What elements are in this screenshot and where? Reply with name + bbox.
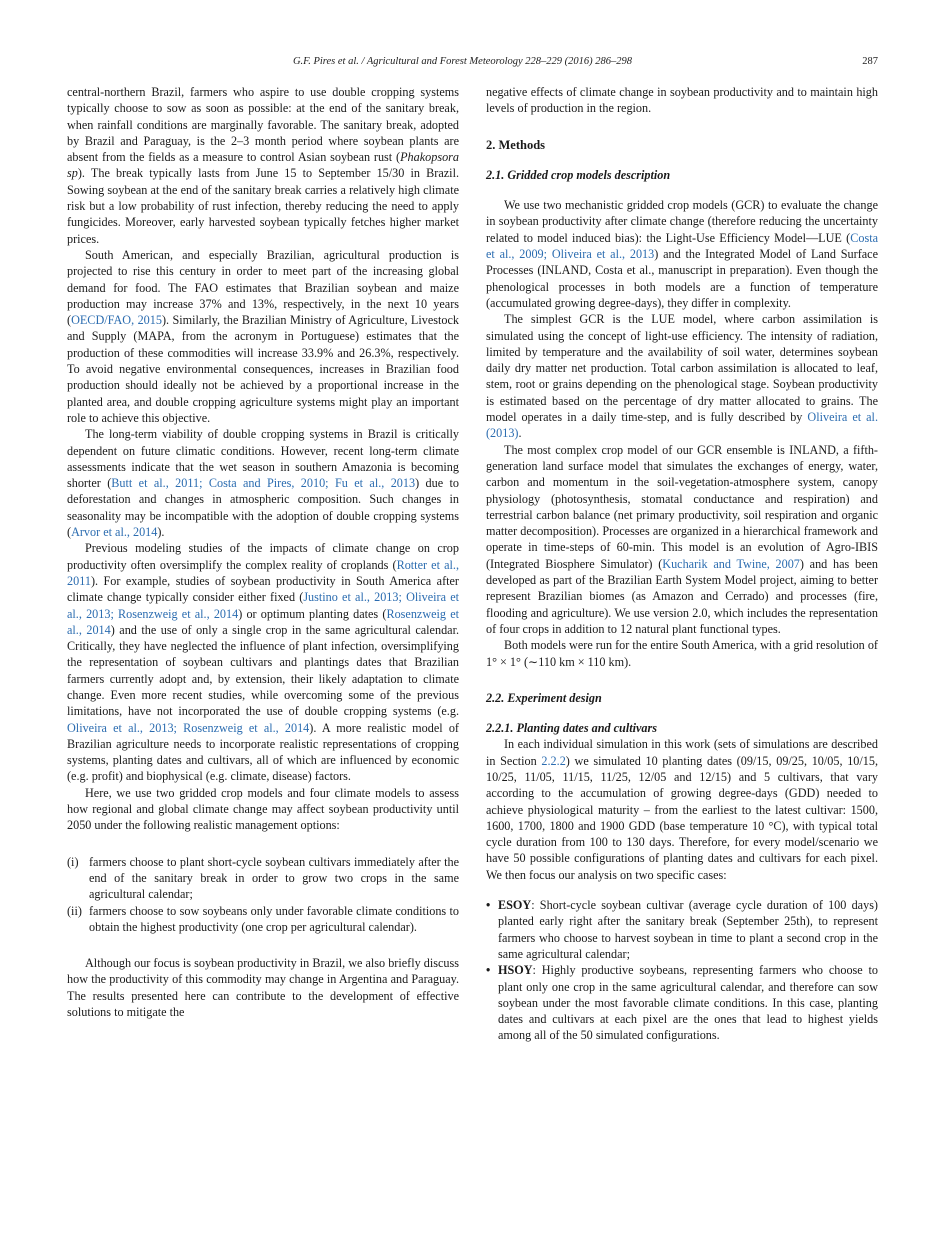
list-item: (i) farmers choose to plant short-cycle soybean cultivars immediately after the end of the sanitary break in order to grow two crops in the same agricultural calendar;	[67, 854, 459, 902]
paragraph: The simplest GCR is the LUE model, where carbon assimilation is simulated using the concept of light-use efficiency. The intensity of radiation, limited by temperature and the availability of soil water, determines soybean daily dry matter net production. Total carbon assimilation is allocated to leaf, stem, root or grains depending on the phenological stage. Soybean productivity is estimated based on the percentage of dry matter allocated to grains. The model operates in a daily time-step, and is fully described by Oliveira et al. (2013).	[486, 312, 878, 441]
citation-link[interactable]: Butt et al., 2011; Costa and Pires, 2010; Fu et al., 2013	[111, 476, 416, 491]
citation-link[interactable]: Justino et al., 2013; Oliveira et al., 2013; Rosenzweig et al., 2014	[67, 590, 459, 621]
paragraph: South American, and especially Brazilian, agricultural production is projected to rise this century in order to meet part of the increasing global demand for food. The FAO estimates that Brazilian soybean and maize production may increase 37% and 13%, respectively, in the next 10 years (OECD/FAO, 2015). Similarly, the Brazilian Ministry of Agriculture, Livestock and Supply (MAPA, from the acronym in Portuguese) estimates that the production of these commodities will increase 33.9% and 26.3%, respectively. To avoid negative environmental consequences, increases in Brazilian food production should ideally not be achieved by a proportional increase in the planted area, and double cropping agriculture systems might play an important role to achieve this objective.	[67, 247, 459, 425]
section-link[interactable]: 2.2.2	[541, 753, 566, 768]
citation-link[interactable]: Arvor et al., 2014	[71, 525, 158, 540]
paragraph: central-northern Brazil, farmers who aspire to use double cropping systems typically choose to sow as soon as possible: at the end of the sanitary break, when rainfall conditions are marginally favorable. The sanitary break, adopted by Brazil and Paraguay, is the 2–3 month period where soybean plants are absent from the fields as a measure to control Asian soybean rust (Phakopsora sp). The break typically lasts from June 15 to September 15/30 in Brazil. Sowing soybean at the end of the sanitary break carries a relatively high climate risk but a low probability of rust infection, thereby reducing the need to apply fungicides. Moreover, early harvested soybean typically fetches higher market prices.	[67, 85, 459, 246]
citation-link[interactable]: Oliveira et al., 2013; Rosenzweig et al., 2014	[67, 720, 310, 735]
citation-link[interactable]: Rotter et al., 2011	[67, 557, 459, 588]
list-item: (ii) farmers choose to sow soybeans only under favorable climate conditions to obtain the highest productivity (one crop per agricultural calendar).	[67, 903, 459, 934]
paragraph: In each individual simulation in this work (sets of simulations are described in Section 2.2.2) we simulated 10 planting dates (09/15, 09/25, 10/05, 10/15, 10/25, 11/05, 11/15, 11/25, 12/05 and 12/15) and 5 cultivars, that vary according to the accumulation of growing degree-days (GDD) needed to achieve physiological maturity – from the earliest to the latest cultivar: 1500, 1600, 1700, 1800 and 1900 GDD (base temperature 10 °C), with typical total cycle duration from 100 to 130 days. Therefore, for every model/scenario we have 50 possible configurations of planting dates and cultivars for each pixel. We then focus our analysis on two specific cases:	[486, 737, 878, 882]
citation-link[interactable]: Oliveira et al. (2013)	[486, 410, 878, 441]
bullet: •	[486, 898, 491, 913]
paragraph: Although our focus is soybean productivity in Brazil, we also briefly discuss how the productivity of this commodity may change in Argentina and Paraguay. The results presented here can contribute to the development of effective solutions to mitigate the	[67, 956, 459, 1020]
bullet: •	[486, 963, 491, 978]
page-number: 287	[862, 56, 878, 67]
paragraph: Here, we use two gridded crop models and four climate models to assess how regional and global climate change may affect soybean productivity until 2050 under the following realistic management options:	[67, 785, 459, 833]
left-column	[67, 84, 459, 1020]
paragraph: The long-term viability of double cropping systems in Brazil is critically dependent on future climatic conditions. However, recent long-term climate assessments indicate that the wet season in southern Amazonia is becoming shorter (Butt et al., 2011; Costa and Pires, 2010; Fu et al., 2013) due to deforestation and changes in atmospheric composition. Such changes in seasonality may be incompatible with the adoption of double cropping systems (Arvor et al., 2014).	[67, 427, 459, 540]
citation-link[interactable]: OECD/FAO, 2015	[71, 313, 162, 328]
section-heading: 2. Methods	[486, 137, 546, 152]
subsubsection-heading: 2.2.1. Planting dates and cultivars	[486, 721, 657, 736]
cases-list	[486, 897, 878, 1044]
subsection-heading: 2.1. Gridded crop models description	[486, 167, 671, 182]
right-column	[486, 84, 878, 1044]
options-list	[67, 854, 459, 935]
list-item: • HSOY: Highly productive soybeans, representing farmers who choose to plant only one crop in the same agricultural calendar, and therefore can sow soybean under the most favorable climate conditions. In this case, planting dates and cultivars at each pixel are the ones that lead to highest yields among all of the 50 simulated configurations.	[486, 963, 878, 1043]
citation-link[interactable]: Costa et al., 2009; Oliveira et al., 2013	[486, 230, 878, 262]
paragraph: The most complex crop model of our GCR ensemble is INLAND, a fifth-generation land surface model that simulates the exchanges of energy, water, carbon and momentum in the soil-vegetation-atmosphere system, canopy physiology (photosynthesis, stomatal conductance and respiration) and terrestrial carbon balance (net primary productivity, soil respiration and organic matter decomposition). Processes are organized in a hierarchical framework and operate in time-steps of 60-min. This model is an evolution of Agro-IBIS (Integrated Biosphere Simulator) (Kucharik and Twine, 2007) and has been developed as part of the Brazilian Earth System Model project, aiming to better represent Brazilian biomes (as Amazon and Cerrado) and processes (fire, flooding and agriculture). We use version 2.0, which includes the representation of four crops in addition to 12 natural plant functional types.	[486, 442, 878, 636]
paragraph: negative effects of climate change in soybean productivity and to maintain high levels of production in the region.	[486, 85, 878, 116]
paragraph: Both models were run for the entire South America, with a grid resolution of 1° × 1° (∼110 km × 110 km).	[486, 638, 878, 669]
running-header: G.F. Pires et al. / Agricultural and Forest Meteorology 228–229 (2016) 286–298	[292, 56, 633, 67]
paragraph: We use two mechanistic gridded crop models (GCR) to evaluate the change in soybean productivity after climate change (therefore reducing the uncertainty related to model induced bias): the Light-Use Efficiency Model—LUE (Costa et al., 2009; Oliveira et al., 2013) and the Integrated Model of Land Surface Processes (INLAND, Costa et al., manuscript in preparation). Even though the phenological processes in both models are a function of temperature (accumulated growing degree-days), they differ in complexity.	[486, 198, 878, 310]
list-item: • ESOY: Short-cycle soybean cultivar (average cycle duration of 100 days) planted early right after the sanitary break (September 25th), to represent farmers who choose to harvest soybean in time to plant a second crop in the same agricultural calendar;	[486, 898, 878, 961]
paragraph: Previous modeling studies of the impacts of climate change on crop productivity often oversimplify the complex reality of croplands (Rotter et al., 2011). For example, studies of soybean productivity in South America after climate change typically consider either fixed (Justino et al., 2013; Oliveira et al., 2013; Rosenzweig et al., 2014) or optimum planting dates (Rosenzweig et al., 2014) and the use of only a single crop in the same agricultural calendar. Critically, they have neglected the influence of plant infection, oversimplifying the representation of soybean cultivars and plantings dates that Brazilian farmers currently adopt and, by extension, their likely adaptation to climate change. Even more recent studies, while overcoming some of the previous limitations, have not incorporated the use of double cropping systems (e.g. Oliveira et al., 2013; Rosenzweig et al., 2014). A more realistic model of Brazilian agriculture needs to incorporate realistic representations of cropping systems, planting dates and cultivars, all of which are influenced by economic (e.g. profit) and biophysical (e.g. climate, disease) factors.	[67, 541, 460, 784]
citation-link[interactable]: Rosenzweig et al., 2014	[67, 606, 459, 637]
citation-link[interactable]: Kucharik and Twine, 2007	[662, 556, 800, 571]
subsection-heading: 2.2. Experiment design	[486, 690, 602, 705]
